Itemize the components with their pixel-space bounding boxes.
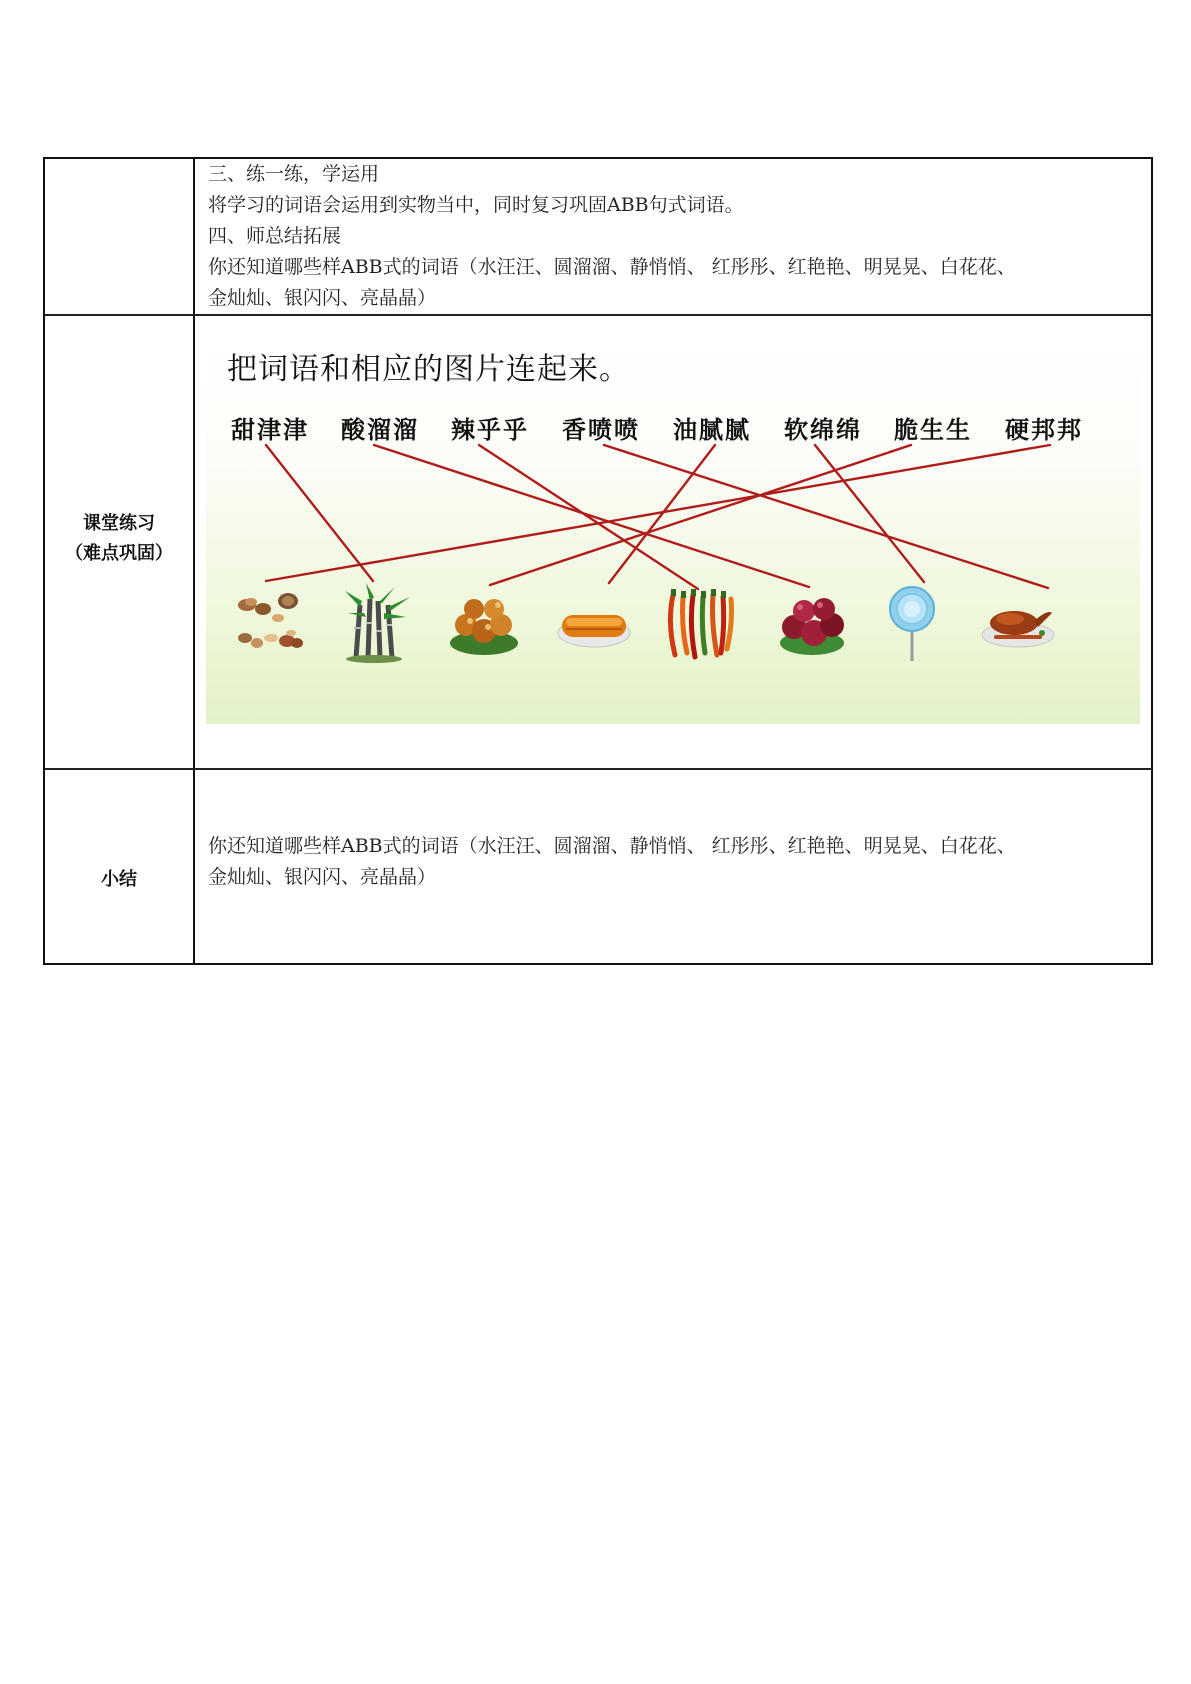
chili-peppers-icon — [661, 583, 737, 663]
word-suanliuliu: 酸溜溜 — [341, 415, 419, 444]
match-line — [479, 445, 698, 589]
word-tianjinjin: 甜津津 — [231, 415, 309, 444]
step-text: 将学习的词语会运用到实物当中，同时复习巩固ABB句式词语。 — [208, 194, 744, 216]
step-heading: 三、练一练，学运用 — [208, 163, 380, 185]
bayberries-icon — [774, 583, 850, 663]
word-yingbangbang: 硬邦邦 — [1005, 415, 1083, 444]
fried-dough-icon — [556, 583, 632, 663]
matching-exercise-image — [206, 328, 1140, 724]
match-line — [604, 445, 1048, 588]
word-ruanmianmian: 软绵绵 — [784, 415, 862, 444]
lesson-table — [43, 157, 1153, 965]
step-text: 你还知道哪些样ABB式的词语（水汪汪、圆溜溜、静悄悄、 红彤彤、红艳艳、明晃晃、白花花、 — [208, 256, 1016, 278]
match-line — [815, 445, 924, 582]
matching-lines — [206, 328, 1140, 724]
match-line — [266, 445, 1050, 581]
row-label-exercise — [45, 509, 193, 569]
column-divider — [193, 159, 195, 963]
match-line — [490, 445, 911, 585]
practice-text — [208, 159, 1143, 314]
match-line — [374, 445, 809, 587]
cotton-candy-icon — [874, 583, 950, 663]
word-xiangpenpen: 香喷喷 — [562, 415, 640, 444]
summary-text — [208, 831, 1143, 893]
word-younini: 油腻腻 — [673, 415, 751, 444]
row-label-summary: 小结 — [101, 869, 137, 890]
summary-line: 你还知道哪些样ABB式的词语（水汪汪、圆溜溜、静悄悄、 红彤彤、红艳艳、明晃晃、白花花、 — [208, 835, 1016, 857]
match-line — [266, 445, 373, 581]
step-heading: 四、师总结拓展 — [208, 225, 342, 247]
label-line: （难点巩固） — [65, 543, 173, 564]
sugarcane-icon — [340, 583, 416, 663]
label-line: 课堂练习 — [83, 513, 155, 534]
summary-line: 金灿灿、银闪闪、亮晶晶） — [208, 866, 437, 888]
word-cuishengsheng: 脆生生 — [894, 415, 972, 444]
exercise-title: 把词语和相应的图片连起来。 — [227, 352, 630, 387]
row-divider — [45, 314, 1151, 316]
roast-duck-icon — [980, 583, 1056, 663]
step-text: 金灿灿、银闪闪、亮晶晶） — [208, 287, 437, 309]
match-line — [609, 445, 715, 583]
nuts-icon — [231, 583, 307, 663]
loquat-icon — [446, 583, 522, 663]
word-lahuhu: 辣乎乎 — [451, 415, 529, 444]
row-divider — [45, 768, 1151, 770]
